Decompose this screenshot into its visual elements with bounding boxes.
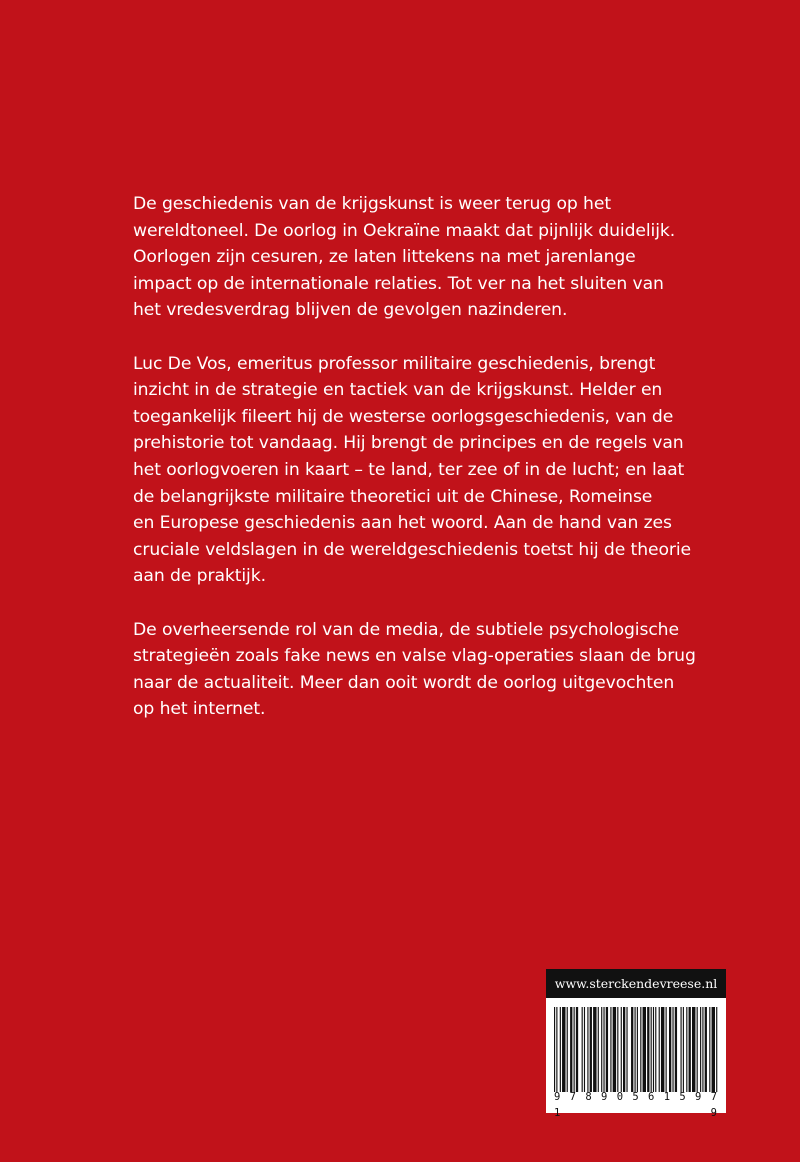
barcode-bar [640,1007,641,1092]
barcode-bar [683,1007,684,1092]
barcode-bar [613,1007,616,1092]
barcode-bar [681,1007,682,1092]
blurb-paragraph-2 [133,351,693,590]
barcode-bar [672,1007,673,1092]
barcode-bar [675,1007,677,1092]
barcode-bar [661,1007,664,1092]
barcode-bar [697,1007,698,1092]
barcode-bar [593,1007,596,1092]
barcode-bar [643,1007,646,1092]
barcode-bar [562,1007,565,1092]
barcode-bar [631,1007,633,1092]
isbn-digit: 5 [632,1091,640,1103]
blurb-line: wereldtoneel. De oorlog in Oekraïne maakt dat pijnlijk duidelijk. [133,220,676,241]
isbn-digit: 8 [585,1091,593,1103]
blurb-paragraph-1 [133,191,693,324]
blurb-line: cruciale veldslagen in de wereldgeschiedenis toetst hij de theorie [133,539,691,560]
barcode-bar [653,1007,654,1092]
barcode-bar [647,1007,649,1092]
barcode-bar [692,1007,695,1092]
barcode-bar [702,1007,703,1092]
barcode-bar [623,1007,625,1092]
blurb-line: De overheersende rol van de media, de subtiele psychologische [133,619,679,640]
isbn-digit: 9 [710,1107,718,1119]
blurb-line: Luc De Vos, emeritus professor militaire geschiedenis, brengt [133,353,656,374]
isbn-digit: 6 [648,1091,656,1103]
isbn-number [554,1089,719,1119]
blurb-line: strategieën zoals fake news en valse vlag-operaties slaan de brug [133,646,696,667]
isbn-digit: 1 [663,1091,672,1103]
blurb-line: toegankelijk fileert hij de westerse oorlogsgeschiedenis, van de [133,406,674,427]
barcode-bar [574,1007,575,1092]
blurb-line: Oorlogen zijn cesuren, ze laten littekens na met jarenlange [133,247,636,268]
barcode-bar [606,1007,608,1092]
barcode-bar [560,1007,561,1092]
barcode-bar [626,1007,627,1092]
barcode-bar [610,1007,611,1092]
isbn-digit: 0 [616,1091,625,1103]
blurb-line: op het internet. [133,699,266,720]
barcode-bar [716,1007,717,1092]
barcode-bar [590,1007,592,1092]
barcode-bar [584,1007,585,1092]
isbn-digit: 5 [679,1091,687,1103]
barcode-bar [666,1007,667,1092]
barcode-bar [651,1007,652,1092]
blurb-line: inzicht in de strategie en tactiek van de krijgskunst. Helder en [133,380,663,401]
blurb-line: en Europese geschiedenis aan het woord. Aan de hand van zes [133,513,672,534]
publisher-website: www.sterckendevreese.nl [546,969,726,998]
barcode-bar [669,1007,671,1092]
barcode-bar [567,1007,568,1092]
barcode-bar [712,1007,715,1092]
blurb-text [133,191,696,723]
barcode-bar [576,1007,578,1092]
barcode-bar [635,1007,636,1092]
barcode-bar [601,1007,602,1092]
isbn-digit: 7 [569,1091,577,1103]
barcode-bar [689,1007,691,1092]
barcode-bar [621,1007,622,1092]
barcode-bar [598,1007,599,1092]
barcode-bar [603,1007,604,1092]
barcode-bar [705,1007,707,1092]
barcode-bar [637,1007,638,1092]
isbn-digit: 1 [554,1107,562,1119]
barcode-bar [554,1007,555,1092]
barcode-bar [556,1007,557,1092]
isbn-digit: 9 [695,1091,703,1103]
barcode-bar [686,1007,687,1092]
barcode-bar [582,1007,583,1092]
blurb-line: aan de praktijk. [133,566,266,587]
barcode-panel [546,969,726,1119]
barcode-bar [700,1007,701,1092]
blurb-line: impact op de internationale relaties. Tot ver na het sluiten van [133,273,664,294]
blurb-line: naar de actualiteit. Meer dan ooit wordt de oorlog uitgevochten [133,672,675,693]
barcode-bar [655,1007,656,1092]
barcode-bar [617,1007,618,1092]
isbn-digit: 9 [601,1091,609,1103]
barcode-bar [709,1007,710,1092]
blurb-line: het vredesverdrag blijven de gevolgen nazinderen. [133,300,568,321]
blurb-line: De geschiedenis van de krijgskunst is weer terug op het [133,194,611,214]
blurb-paragraph-3 [133,617,696,723]
barcode-bar [587,1007,588,1092]
barcode-bar [570,1007,572,1092]
isbn-digit: 9 [554,1091,562,1103]
barcode-bar [659,1007,660,1092]
blurb-line: het oorlogvoeren in kaart – te land, ter zee of in de lucht; en laat [133,459,685,480]
isbn-digit: 7 [710,1091,719,1103]
blurb-line: de belangrijkste militaire theoretici uit de Chinese, Romeinse [133,486,653,507]
blurb-line: prehistorie tot vandaag. Hij brengt de principes en de regels van [133,433,684,454]
barcode-icon [554,1007,718,1092]
